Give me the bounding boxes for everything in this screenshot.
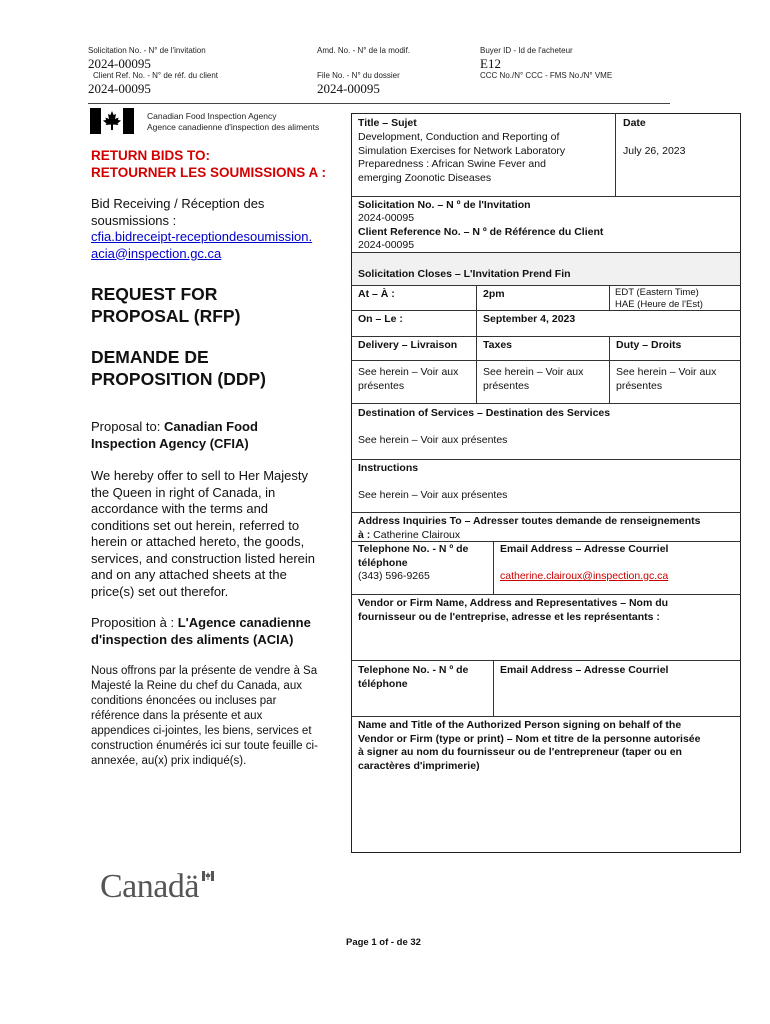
on-label: On – Le : [358, 313, 403, 325]
title-line: emerging Zoonotic Diseases [358, 171, 492, 184]
row-divider [351, 336, 741, 337]
col-divider [493, 660, 494, 716]
offer-fr-line: conditions énoncées ou incluses par [91, 695, 277, 707]
title-label: Title – Sujet [358, 117, 417, 129]
proposal-to-label: Proposal to: [91, 419, 164, 434]
delivery-label: Delivery – Livraison [358, 339, 458, 351]
solicitation-no-value: 2024-00095 [358, 212, 415, 224]
offer-fr-line: référence dans la présente et aux [91, 710, 263, 722]
row-divider [351, 512, 741, 513]
ddp-title-line-2: PROPOSITION (DDP) [91, 369, 267, 389]
email-label: Email Address – Adresse Courriel [500, 543, 669, 555]
address-inquiries-label: Address Inquiries To – Adresser toutes demande de renseignements [358, 515, 701, 527]
telephone-value: (343) 596-9265 [358, 570, 430, 582]
authorized-signature-field[interactable] [352, 776, 740, 852]
client-ref-label: Client Reference No. – N º de Référence du Client [358, 226, 604, 238]
vendor-label-line: fournisseur ou de l'entreprise, adresse et les représentants : [358, 610, 660, 623]
telephone-label-line: téléphone [358, 556, 408, 569]
at-value: 2pm [483, 288, 505, 300]
ddp-title [91, 346, 266, 390]
row-divider [351, 594, 741, 595]
wordmark-flag-icon [202, 868, 214, 878]
agency-name-en: Canadian Food Inspection Agency [147, 111, 277, 121]
return-bids-en: RETURN BIDS TO: [91, 148, 211, 163]
title-value [358, 131, 610, 185]
instructions-value: See herein – Voir aux présentes [358, 489, 508, 501]
client-ref-value: 2024-00095 [358, 239, 415, 251]
date-label: Date [623, 117, 646, 129]
row-divider [351, 716, 741, 717]
authorized-line: caractères d'imprimerie) [358, 759, 480, 772]
taxes-value [483, 366, 583, 393]
file-label: File No. - N° du dossier [317, 71, 400, 80]
amd-label: Amd. No. - N° de la modif. [317, 46, 411, 55]
client-ref-header-value: 2024-00095 [88, 81, 151, 96]
offer-fr-line: annexée, au(x) prix indiqué(s). [91, 755, 247, 767]
destination-value: See herein – Voir aux présentes [358, 434, 508, 446]
proposition-agency-2: d'inspection des aliments (ACIA) [91, 631, 294, 647]
offer-line: price(s) set out therefor. [91, 583, 229, 599]
instructions-label: Instructions [358, 462, 419, 474]
canada-flag-icon [90, 108, 134, 134]
agency-name [147, 111, 319, 133]
proposition-label: Proposition à : [91, 615, 178, 630]
duty-value [616, 366, 716, 393]
on-value: September 4, 2023 [483, 313, 576, 325]
col-divider [476, 285, 477, 403]
solicitation-header-label: Solicitation No. - N° de l'invitation [88, 46, 206, 55]
offer-text-fr [91, 664, 347, 769]
bid-receiving-line-2: sousmissions : [91, 212, 177, 228]
offer-fr-line: Nous offrons par la présente de vendre à Sa [91, 665, 318, 677]
destination-label: Destination of Services – Destination des Services [358, 407, 611, 419]
vendor-telephone-label-line: téléphone [358, 677, 408, 690]
vendor-email-label: Email Address – Adresse Courriel [500, 664, 669, 676]
row-divider [351, 360, 741, 361]
offer-line: We hereby offer to sell to Her Majesty [91, 468, 309, 483]
row-divider [351, 285, 741, 286]
bid-email-link-part-2[interactable]: acia@inspection.gc.ca [91, 245, 222, 261]
email-link[interactable]: catherine.clairoux@inspection.gc.ca [500, 570, 669, 582]
row-divider [351, 403, 741, 404]
row-divider [351, 310, 741, 311]
vendor-email-field[interactable] [495, 692, 740, 715]
solicitation-header-value: 2024-00095 [88, 56, 151, 71]
telephone-label [358, 543, 468, 570]
row-divider [351, 459, 741, 460]
offer-line: services, and construction listed herein [91, 550, 316, 566]
solicitation-no-label: Solicitation No. – N º de l'Invitation [358, 199, 531, 211]
see-herein-line: See herein – Voir aux [616, 366, 717, 378]
date-value: July 26, 2023 [623, 145, 686, 157]
address-inquiries [358, 515, 738, 542]
bid-receiving-block [91, 196, 341, 262]
vendor-label-line: Vendor or Firm Name, Address and Representatives – Nom du [358, 597, 669, 609]
timezone-en: EDT (Eastern Time) [615, 287, 699, 298]
col-divider [609, 285, 610, 310]
telephone-label-line: Telephone No. - N º de [358, 543, 469, 555]
rfp-title-line-2: PROPOSAL (RFP) [91, 306, 241, 326]
title-line: Development, Conduction and Reporting of [358, 131, 560, 143]
see-herein-line: See herein – Voir aux [358, 366, 459, 378]
header-rule [88, 103, 670, 104]
see-herein-line: présentes [616, 379, 663, 392]
ccc-label: CCC No./N° CCC - FMS No./N° VME [480, 71, 613, 80]
address-inquiries-a: à : [358, 528, 374, 541]
authorized-line: Name and Title of the Authorized Person signing on behalf of the [358, 719, 682, 731]
col-divider [609, 336, 610, 403]
proposition-a [91, 615, 347, 648]
offer-line: herein or attached hereto, the goods, [91, 534, 305, 549]
proposal-to-agency-1: Canadian Food [164, 419, 258, 434]
offer-fr-line: Majesté la Reine du chef du Canada, aux [91, 680, 302, 692]
bid-email-link-part-1[interactable]: cfia.bidreceipt-receptiondesoumission. [91, 229, 313, 244]
vendor-label [358, 597, 738, 624]
client-ref-header-label: Client Ref. No. - N° de réf. du client [93, 71, 219, 80]
address-inquiries-name: Catherine Clairoux [373, 528, 461, 541]
duty-label: Duty – Droits [616, 339, 682, 351]
at-label: At – À : [358, 288, 395, 300]
row-divider [351, 196, 741, 197]
timezone-fr: HAE (Heure de l'Est) [615, 298, 703, 310]
proposition-agency-1: L'Agence canadienne [177, 615, 311, 630]
delivery-value [358, 366, 458, 393]
vendor-telephone-label-line: Telephone No. - N º de [358, 664, 469, 676]
canada-wordmark: Canadä [100, 868, 199, 905]
offer-text-en [91, 468, 347, 600]
vendor-telephone-label [358, 664, 468, 691]
vendor-telephone-field[interactable] [352, 692, 492, 715]
see-herein-line: présentes [358, 379, 405, 392]
offer-line: and on any attached sheets at the [91, 567, 287, 582]
return-bids-fr: RETOURNER LES SOUMISSIONS A : [91, 165, 327, 180]
offer-fr-line: construction énumérés ici sur toute feuille ci- [91, 740, 318, 752]
offer-line: accordance with the terms and [91, 501, 269, 516]
offer-line: conditions set out herein, referred to [91, 517, 300, 533]
timezone [615, 287, 703, 310]
buyer-label: Buyer ID - Id de l'acheteur [480, 46, 573, 55]
closes-label: Solicitation Closes – L'Invitation Prend Fin [358, 268, 571, 280]
see-herein-line: See herein – Voir aux [483, 366, 584, 378]
authorized-line: Vendor or Firm (type or print) – Nom et titre de la personne autorisée [358, 732, 701, 745]
buyer-value: E12 [480, 56, 501, 71]
ddp-title-line-1: DEMANDE DE [91, 347, 209, 367]
proposal-to [91, 419, 341, 452]
taxes-label: Taxes [483, 339, 512, 351]
see-herein-line: présentes [483, 379, 530, 392]
offer-fr-line: appendices ci-jointes, les biens, services et [91, 725, 312, 737]
agency-name-fr: Agence canadienne d'inspection des aliments [147, 122, 320, 132]
proposal-to-agency-2: Inspection Agency (CFIA) [91, 435, 249, 451]
rfp-title-line-1: REQUEST FOR [91, 284, 218, 304]
vendor-field[interactable] [352, 626, 740, 660]
row-divider [351, 660, 741, 661]
return-bids-heading [91, 147, 326, 181]
col-divider [615, 113, 616, 197]
bid-receiving-line-1: Bid Receiving / Réception des [91, 196, 265, 211]
rfp-title [91, 283, 240, 327]
offer-line: the Queen in right of Canada, in [91, 484, 276, 500]
authorized-person-label [358, 719, 738, 773]
title-line: Simulation Exercises for Network Laboratory [358, 144, 566, 157]
page-number: Page 1 of - de 32 [346, 937, 421, 948]
title-line: Preparedness : African Swine Fever and [358, 158, 546, 170]
file-value: 2024-00095 [317, 81, 380, 96]
col-divider [493, 541, 494, 594]
authorized-line: à signer au nom du fournisseur ou de l'entrepreneur (taper ou en [358, 746, 682, 758]
